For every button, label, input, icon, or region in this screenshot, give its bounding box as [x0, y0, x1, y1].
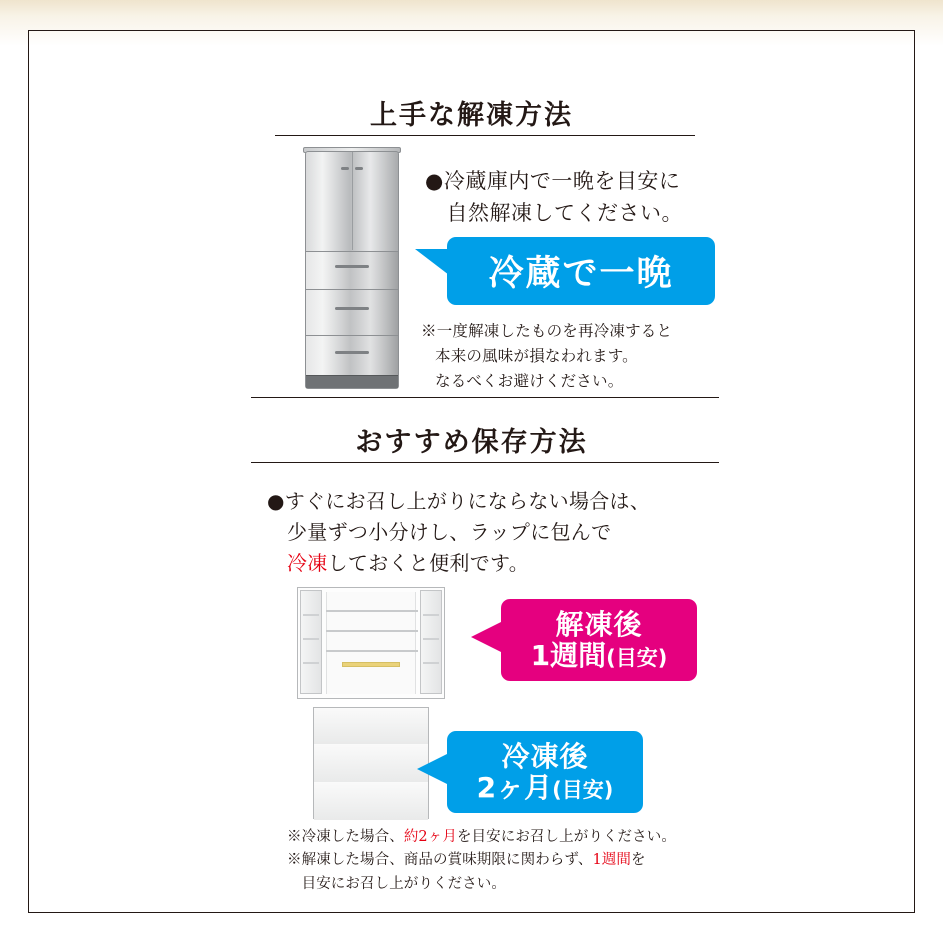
storage-lead-line-3-rest: しておくと便利です。	[327, 551, 530, 575]
title-divider-2-top	[251, 397, 719, 398]
storage-lead-text	[267, 486, 650, 579]
section-title-thawing: 上手な解凍方法	[370, 100, 573, 131]
footnote-1-pre: ※冷凍した場合、	[287, 829, 404, 845]
callout-tail-icon	[415, 249, 449, 275]
thawing-note-line-1: ※一度解凍したものを再冷凍すると	[421, 322, 673, 340]
footnote-3-pre: 目安にお召し上がりください。	[287, 875, 506, 892]
callout-tail-icon	[417, 753, 449, 785]
callout-after-thawing-duration: 1週間	[530, 639, 607, 672]
callout-after-thawing-line-1: 解凍後	[555, 607, 643, 641]
footnote-3	[287, 873, 676, 896]
thawing-lead-text	[425, 166, 683, 229]
callout-after-thawing-suffix: (目安)	[606, 646, 668, 670]
footnote-2	[287, 849, 676, 872]
section-title-storage: おすすめ保存方法	[355, 427, 588, 458]
thawing-note-line-2: 本来の風味が損なわれます。	[435, 347, 638, 366]
refrigerator-closed-icon	[305, 151, 399, 389]
footnote-1-emphasis: 約2ヶ月	[403, 829, 457, 845]
callout-after-freezing-duration: 2ヶ月	[476, 771, 553, 804]
storage-footnotes	[287, 826, 676, 896]
storage-lead-line-2: 少量ずつ小分けし、ラップに包んで	[287, 520, 612, 544]
callout-chilled-overnight	[447, 237, 715, 305]
callout-after-thawing-line-2	[531, 640, 668, 671]
callout-after-freezing-suffix: (目安)	[552, 778, 614, 802]
thawing-note-line-3: なるべくお避けください。	[435, 372, 624, 391]
storage-lead-emphasis: 冷凍	[287, 551, 328, 575]
footnote-1-post: を目安にお召し上がりください。	[456, 829, 676, 845]
thawing-note-text	[421, 319, 672, 394]
callout-after-freezing	[447, 731, 643, 813]
footnote-1	[287, 826, 676, 849]
title-divider-2	[251, 462, 719, 463]
footnote-2-emphasis: 1週間	[592, 852, 631, 869]
footnote-2-pre: ※解凍した場合、商品の賞味期限に関わらず、	[287, 852, 593, 869]
thawing-lead-line-1: ●冷蔵庫内で一晩を目安に	[425, 169, 681, 193]
thawing-lead-line-2: 自然解凍してください。	[425, 200, 683, 225]
storage-lead-line-3	[267, 548, 650, 579]
callout-after-thawing	[501, 599, 697, 681]
content-frame	[28, 30, 915, 913]
storage-lead-line-1: ●すぐにお召し上がりにならない場合は、	[267, 489, 651, 513]
title-divider-1	[275, 135, 695, 136]
callout-after-freezing-line-2	[477, 772, 614, 803]
callout-chilled-overnight-label: 冷蔵で一晩	[488, 254, 674, 294]
callout-after-freezing-line-1: 冷凍後	[501, 739, 589, 773]
callout-tail-icon	[471, 621, 503, 653]
footnote-2-post: を	[630, 852, 646, 869]
